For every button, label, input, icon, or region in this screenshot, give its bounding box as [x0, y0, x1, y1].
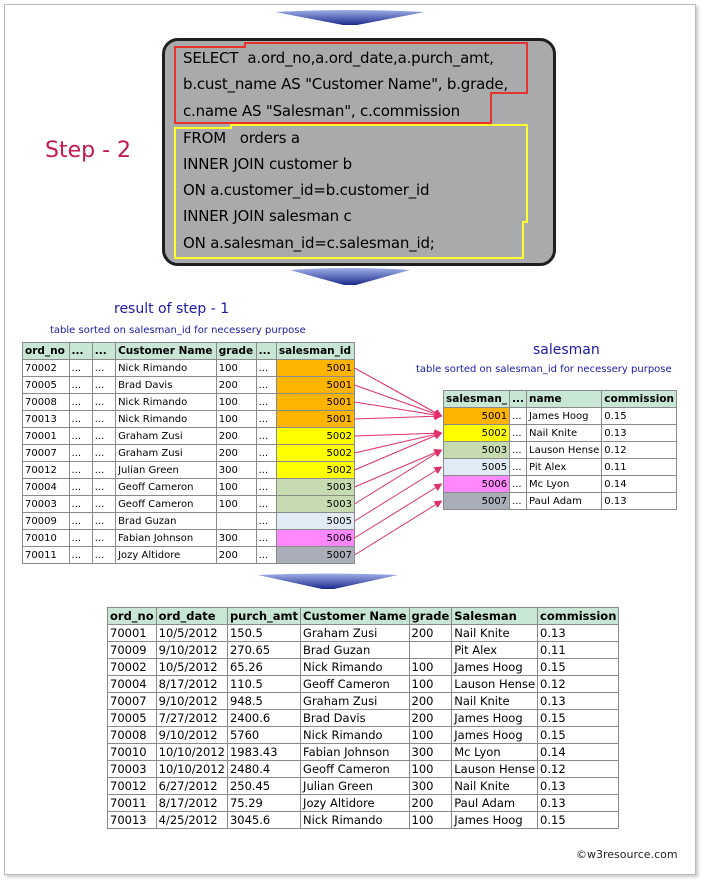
step1-cell: Graham Zusi — [116, 428, 217, 445]
result-cell: Lauson Hense — [452, 676, 538, 693]
step1-cell: 5006 — [276, 530, 354, 547]
result-cell: 1983.43 — [227, 744, 300, 761]
step1-cell: ... — [69, 547, 92, 564]
sql-line-8: ON a.salesman_id=c.salesman_id; — [183, 234, 435, 252]
result-cell: 0.13 — [538, 795, 619, 812]
result-cell: 200 — [409, 625, 452, 642]
result-cell: 300 — [409, 744, 452, 761]
result-row — [108, 693, 619, 710]
salesman-cell: Lauson Hense — [527, 442, 602, 459]
step1-cell: 70010 — [23, 530, 70, 547]
result-header-cell: Salesman — [452, 608, 538, 625]
result-cell: 2480.4 — [227, 761, 300, 778]
step1-cell: 5001 — [276, 411, 354, 428]
step1-cell: ... — [69, 530, 92, 547]
step1-header-cell: ... — [69, 343, 92, 360]
step1-cell: ... — [256, 377, 276, 394]
salesman-header-cell: salesman_ — [444, 391, 510, 408]
sql-line-6: ON a.customer_id=b.customer_id — [183, 181, 430, 199]
step1-cell: 5003 — [276, 496, 354, 513]
step1-cell: Geoff Cameron — [116, 496, 217, 513]
result-cell: 100 — [409, 659, 452, 676]
step1-cell: ... — [92, 428, 115, 445]
step1-cell: 100 — [216, 496, 256, 513]
left-table-subtitle: table sorted on salesman_id for necessery purpose — [50, 325, 306, 336]
result-row — [108, 795, 619, 812]
step1-cell: 5001 — [276, 360, 354, 377]
step1-cell: ... — [92, 411, 115, 428]
step1-cell: ... — [69, 377, 92, 394]
salesman-cell: 5002 — [444, 425, 510, 442]
salesman-cell: ... — [510, 425, 527, 442]
result-cell: 70012 — [108, 778, 157, 795]
salesman-cell: Pit Alex — [527, 459, 602, 476]
step1-cell: 5002 — [276, 462, 354, 479]
bottom-down-arrow — [258, 572, 398, 590]
step1-header-cell: ... — [256, 343, 276, 360]
step1-cell: ... — [92, 462, 115, 479]
salesman-cell: Nail Knite — [527, 425, 602, 442]
result-header-cell: ord_date — [156, 608, 227, 625]
salesman-cell: James Hoog — [527, 408, 602, 425]
result-row — [108, 812, 619, 829]
step1-cell: 70004 — [23, 479, 70, 496]
salesman-cell: Mc Lyon — [527, 476, 602, 493]
watermark: ©w3resource.com — [576, 848, 678, 861]
result-cell: Geoff Cameron — [301, 676, 410, 693]
result-header-cell: purch_amt — [227, 608, 300, 625]
result-header-cell: Customer Name — [301, 608, 410, 625]
step1-cell: 100 — [216, 411, 256, 428]
step1-cell: Graham Zusi — [116, 445, 217, 462]
result-cell: 200 — [409, 710, 452, 727]
salesman-header-cell: name — [527, 391, 602, 408]
final-result-table — [107, 607, 619, 829]
result-cell: 75.29 — [227, 795, 300, 812]
join-connector-line — [355, 501, 442, 555]
step1-cell: 100 — [216, 394, 256, 411]
result-cell: 10/5/2012 — [156, 625, 227, 642]
step1-cell: ... — [92, 445, 115, 462]
result-cell: 200 — [409, 795, 452, 812]
result-cell: Paul Adam — [452, 795, 538, 812]
sql-line-3: c.name AS "Salesman", c.commission — [183, 102, 460, 120]
step1-cell: ... — [92, 377, 115, 394]
step1-cell: 70005 — [23, 377, 70, 394]
result-cell: 5760 — [227, 727, 300, 744]
join-connector-line — [355, 385, 442, 416]
step1-cell: ... — [256, 411, 276, 428]
result-cell: 9/10/2012 — [156, 727, 227, 744]
result-cell: 150.5 — [227, 625, 300, 642]
result-cell: 0.14 — [538, 744, 619, 761]
salesman-cell: Paul Adam — [527, 493, 602, 510]
result-cell: Nail Knite — [452, 693, 538, 710]
step1-cell: ... — [256, 445, 276, 462]
result-cell: Julian Green — [301, 778, 410, 795]
step1-cell: ... — [256, 394, 276, 411]
result-cell: 10/5/2012 — [156, 659, 227, 676]
result-cell: 70011 — [108, 795, 157, 812]
step1-cell: ... — [69, 445, 92, 462]
result-row — [108, 778, 619, 795]
step1-cell: ... — [256, 496, 276, 513]
result-cell: 65.26 — [227, 659, 300, 676]
result-cell: 8/17/2012 — [156, 795, 227, 812]
left-table-title: result of step - 1 — [114, 301, 230, 317]
result-cell: 9/10/2012 — [156, 642, 227, 659]
salesman-cell: 5007 — [444, 493, 510, 510]
result-cell: 0.13 — [538, 693, 619, 710]
result-cell: 9/10/2012 — [156, 693, 227, 710]
result-cell: 100 — [409, 676, 452, 693]
salesman-cell: ... — [510, 493, 527, 510]
step1-cell: ... — [69, 411, 92, 428]
step1-cell: ... — [69, 360, 92, 377]
step1-cell: 5001 — [276, 377, 354, 394]
sql-line-5: INNER JOIN customer b — [183, 155, 352, 173]
result-cell: 70009 — [108, 642, 157, 659]
step1-cell: 100 — [216, 479, 256, 496]
result-cell: 0.15 — [538, 727, 619, 744]
salesman-cell: 5001 — [444, 408, 510, 425]
salesman-table-title: salesman — [533, 342, 600, 358]
step1-cell: ... — [69, 394, 92, 411]
result-cell: James Hoog — [452, 659, 538, 676]
salesman-cell: 0.13 — [602, 425, 677, 442]
step1-header-cell: salesman_id — [276, 343, 354, 360]
result-cell: Pit Alex — [452, 642, 538, 659]
step1-cell: ... — [92, 360, 115, 377]
step1-cell: 70011 — [23, 547, 70, 564]
step1-header-cell: grade — [216, 343, 256, 360]
result-cell: Jozy Altidore — [301, 795, 410, 812]
result-row — [108, 625, 619, 642]
result-cell: 0.15 — [538, 812, 619, 829]
result-cell: 6/27/2012 — [156, 778, 227, 795]
salesman-header-cell: ... — [510, 391, 527, 408]
result-cell: 110.5 — [227, 676, 300, 693]
step1-cell: Brad Davis — [116, 377, 217, 394]
step1-cell: ... — [69, 513, 92, 530]
step1-cell: 5003 — [276, 479, 354, 496]
result-row — [108, 659, 619, 676]
step1-cell: 70013 — [23, 411, 70, 428]
result-cell: 70002 — [108, 659, 157, 676]
step1-cell: ... — [256, 462, 276, 479]
select-keyword: SELECT — [183, 49, 239, 67]
result-cell: 7/27/2012 — [156, 710, 227, 727]
step1-cell: 300 — [216, 462, 256, 479]
result-cell: Nail Knite — [452, 625, 538, 642]
result-cell: Fabian Johnson — [301, 744, 410, 761]
join-connector-line — [355, 450, 442, 487]
step1-cell: ... — [69, 428, 92, 445]
result-cell: 2400.6 — [227, 710, 300, 727]
result-cell: Graham Zusi — [301, 625, 410, 642]
salesman-cell: ... — [510, 459, 527, 476]
step1-cell: ... — [256, 513, 276, 530]
step1-cell: 100 — [216, 360, 256, 377]
step1-cell: 70001 — [23, 428, 70, 445]
result-cell: 4/25/2012 — [156, 812, 227, 829]
result-cell: 70010 — [108, 744, 157, 761]
salesman-cell: ... — [510, 476, 527, 493]
step1-cell: 200 — [216, 377, 256, 394]
step1-cell: Nick Rimando — [116, 411, 217, 428]
result-cell: 70003 — [108, 761, 157, 778]
step1-header-cell: ... — [92, 343, 115, 360]
step1-cell: Geoff Cameron — [116, 479, 217, 496]
step1-cell: ... — [92, 513, 115, 530]
result-cell: 70008 — [108, 727, 157, 744]
join-connector-line — [355, 484, 442, 538]
result-cell: Brad Davis — [301, 710, 410, 727]
result-cell: 10/10/2012 — [156, 744, 227, 761]
result-row — [108, 744, 619, 761]
step1-cell: Fabian Johnson — [116, 530, 217, 547]
result-cell: 70001 — [108, 625, 157, 642]
result-cell: James Hoog — [452, 812, 538, 829]
step-label: Step - 2 — [45, 138, 132, 163]
from-table: orders a — [239, 129, 300, 147]
result-row — [108, 642, 619, 659]
result-cell: 100 — [409, 761, 452, 778]
step1-cell: 70008 — [23, 394, 70, 411]
result-row — [108, 710, 619, 727]
step1-cell: 70007 — [23, 445, 70, 462]
step1-header-cell: Customer Name — [116, 343, 217, 360]
salesman-cell: 5003 — [444, 442, 510, 459]
join-connector-line — [355, 416, 442, 419]
result-header-cell: grade — [409, 608, 452, 625]
result-cell: Nick Rimando — [301, 727, 410, 744]
result-cell: Nick Rimando — [301, 659, 410, 676]
result-row — [108, 727, 619, 744]
salesman-header-cell: commission — [602, 391, 677, 408]
salesman-cell: 5005 — [444, 459, 510, 476]
result-cell: 0.13 — [538, 778, 619, 795]
result-cell: Geoff Cameron — [301, 761, 410, 778]
result-row — [108, 676, 619, 693]
salesman-cell: 0.13 — [602, 493, 677, 510]
step1-cell: ... — [256, 530, 276, 547]
result-cell: 3045.6 — [227, 812, 300, 829]
result-cell: 0.15 — [538, 659, 619, 676]
result-header-cell: commission — [538, 608, 619, 625]
step1-cell: Brad Guzan — [116, 513, 217, 530]
join-connector-line — [355, 433, 442, 470]
step1-header-cell: ord_no — [23, 343, 70, 360]
step1-cell: 5002 — [276, 428, 354, 445]
step1-cell: 200 — [216, 428, 256, 445]
select-columns: a.ord_no,a.ord_date,a.purch_amt, — [247, 49, 494, 67]
salesman-table-subtitle: table sorted on salesman_id for necessery purpose — [416, 364, 672, 375]
step1-cell: ... — [69, 462, 92, 479]
result-cell: 270.65 — [227, 642, 300, 659]
result-row — [108, 761, 619, 778]
sql-line-2: b.cust_name AS "Customer Name", b.grade, — [183, 75, 509, 93]
step1-cell: ... — [92, 394, 115, 411]
step1-cell: ... — [92, 530, 115, 547]
result-cell: 0.13 — [538, 625, 619, 642]
step1-cell: 70002 — [23, 360, 70, 377]
step1-cell: 5005 — [276, 513, 354, 530]
step1-cell: 70012 — [23, 462, 70, 479]
result-cell: 70013 — [108, 812, 157, 829]
result-cell: 8/17/2012 — [156, 676, 227, 693]
salesman-cell: 0.14 — [602, 476, 677, 493]
salesman-cell: ... — [510, 442, 527, 459]
result-cell: James Hoog — [452, 727, 538, 744]
result-cell: Mc Lyon — [452, 744, 538, 761]
step1-cell: Julian Green — [116, 462, 217, 479]
step1-cell: 70009 — [23, 513, 70, 530]
result-header-cell: ord_no — [108, 608, 157, 625]
result-cell: 0.12 — [538, 676, 619, 693]
step1-cell: 200 — [216, 547, 256, 564]
step1-cell: ... — [256, 428, 276, 445]
step1-cell: ... — [69, 479, 92, 496]
step1-cell: ... — [256, 479, 276, 496]
result-cell: 100 — [409, 812, 452, 829]
salesman-cell: 0.15 — [602, 408, 677, 425]
result-cell: 70007 — [108, 693, 157, 710]
step1-cell: ... — [256, 547, 276, 564]
salesman-cell: 5006 — [444, 476, 510, 493]
step1-cell: 300 — [216, 530, 256, 547]
result-cell: 70004 — [108, 676, 157, 693]
step1-cell: Nick Rimando — [116, 394, 217, 411]
salesman-cell: 0.11 — [602, 459, 677, 476]
result-cell: Nail Knite — [452, 778, 538, 795]
step1-cell: 5002 — [276, 445, 354, 462]
step1-cell: ... — [92, 479, 115, 496]
result-cell: 70005 — [108, 710, 157, 727]
result-cell: 10/10/2012 — [156, 761, 227, 778]
result-cell: Lauson Hense — [452, 761, 538, 778]
salesman-cell: 0.12 — [602, 442, 677, 459]
salesman-cell: ... — [510, 408, 527, 425]
result-cell: Brad Guzan — [301, 642, 410, 659]
result-cell: 948.5 — [227, 693, 300, 710]
result-cell: 0.11 — [538, 642, 619, 659]
step1-cell: ... — [256, 360, 276, 377]
result-cell: 100 — [409, 727, 452, 744]
step1-cell: 5007 — [276, 547, 354, 564]
step1-cell: 200 — [216, 445, 256, 462]
result-cell — [409, 642, 452, 659]
step1-cell: ... — [92, 496, 115, 513]
result-cell: Graham Zusi — [301, 693, 410, 710]
join-connector-line — [355, 450, 442, 504]
step1-cell: ... — [92, 547, 115, 564]
result-cell: Nick Rimando — [301, 812, 410, 829]
result-cell: 250.45 — [227, 778, 300, 795]
join-connector-line — [355, 467, 442, 521]
from-keyword: FROM — [183, 129, 226, 147]
result-cell: 0.15 — [538, 710, 619, 727]
step1-cell: ... — [69, 496, 92, 513]
result-cell: James Hoog — [452, 710, 538, 727]
step1-cell: Jozy Altidore — [116, 547, 217, 564]
step1-cell: 70003 — [23, 496, 70, 513]
result-cell: 200 — [409, 693, 452, 710]
sql-line-7: INNER JOIN salesman c — [183, 207, 352, 225]
step1-cell: Nick Rimando — [116, 360, 217, 377]
result-cell: 0.12 — [538, 761, 619, 778]
step1-cell: 5001 — [276, 394, 354, 411]
result-cell: 300 — [409, 778, 452, 795]
